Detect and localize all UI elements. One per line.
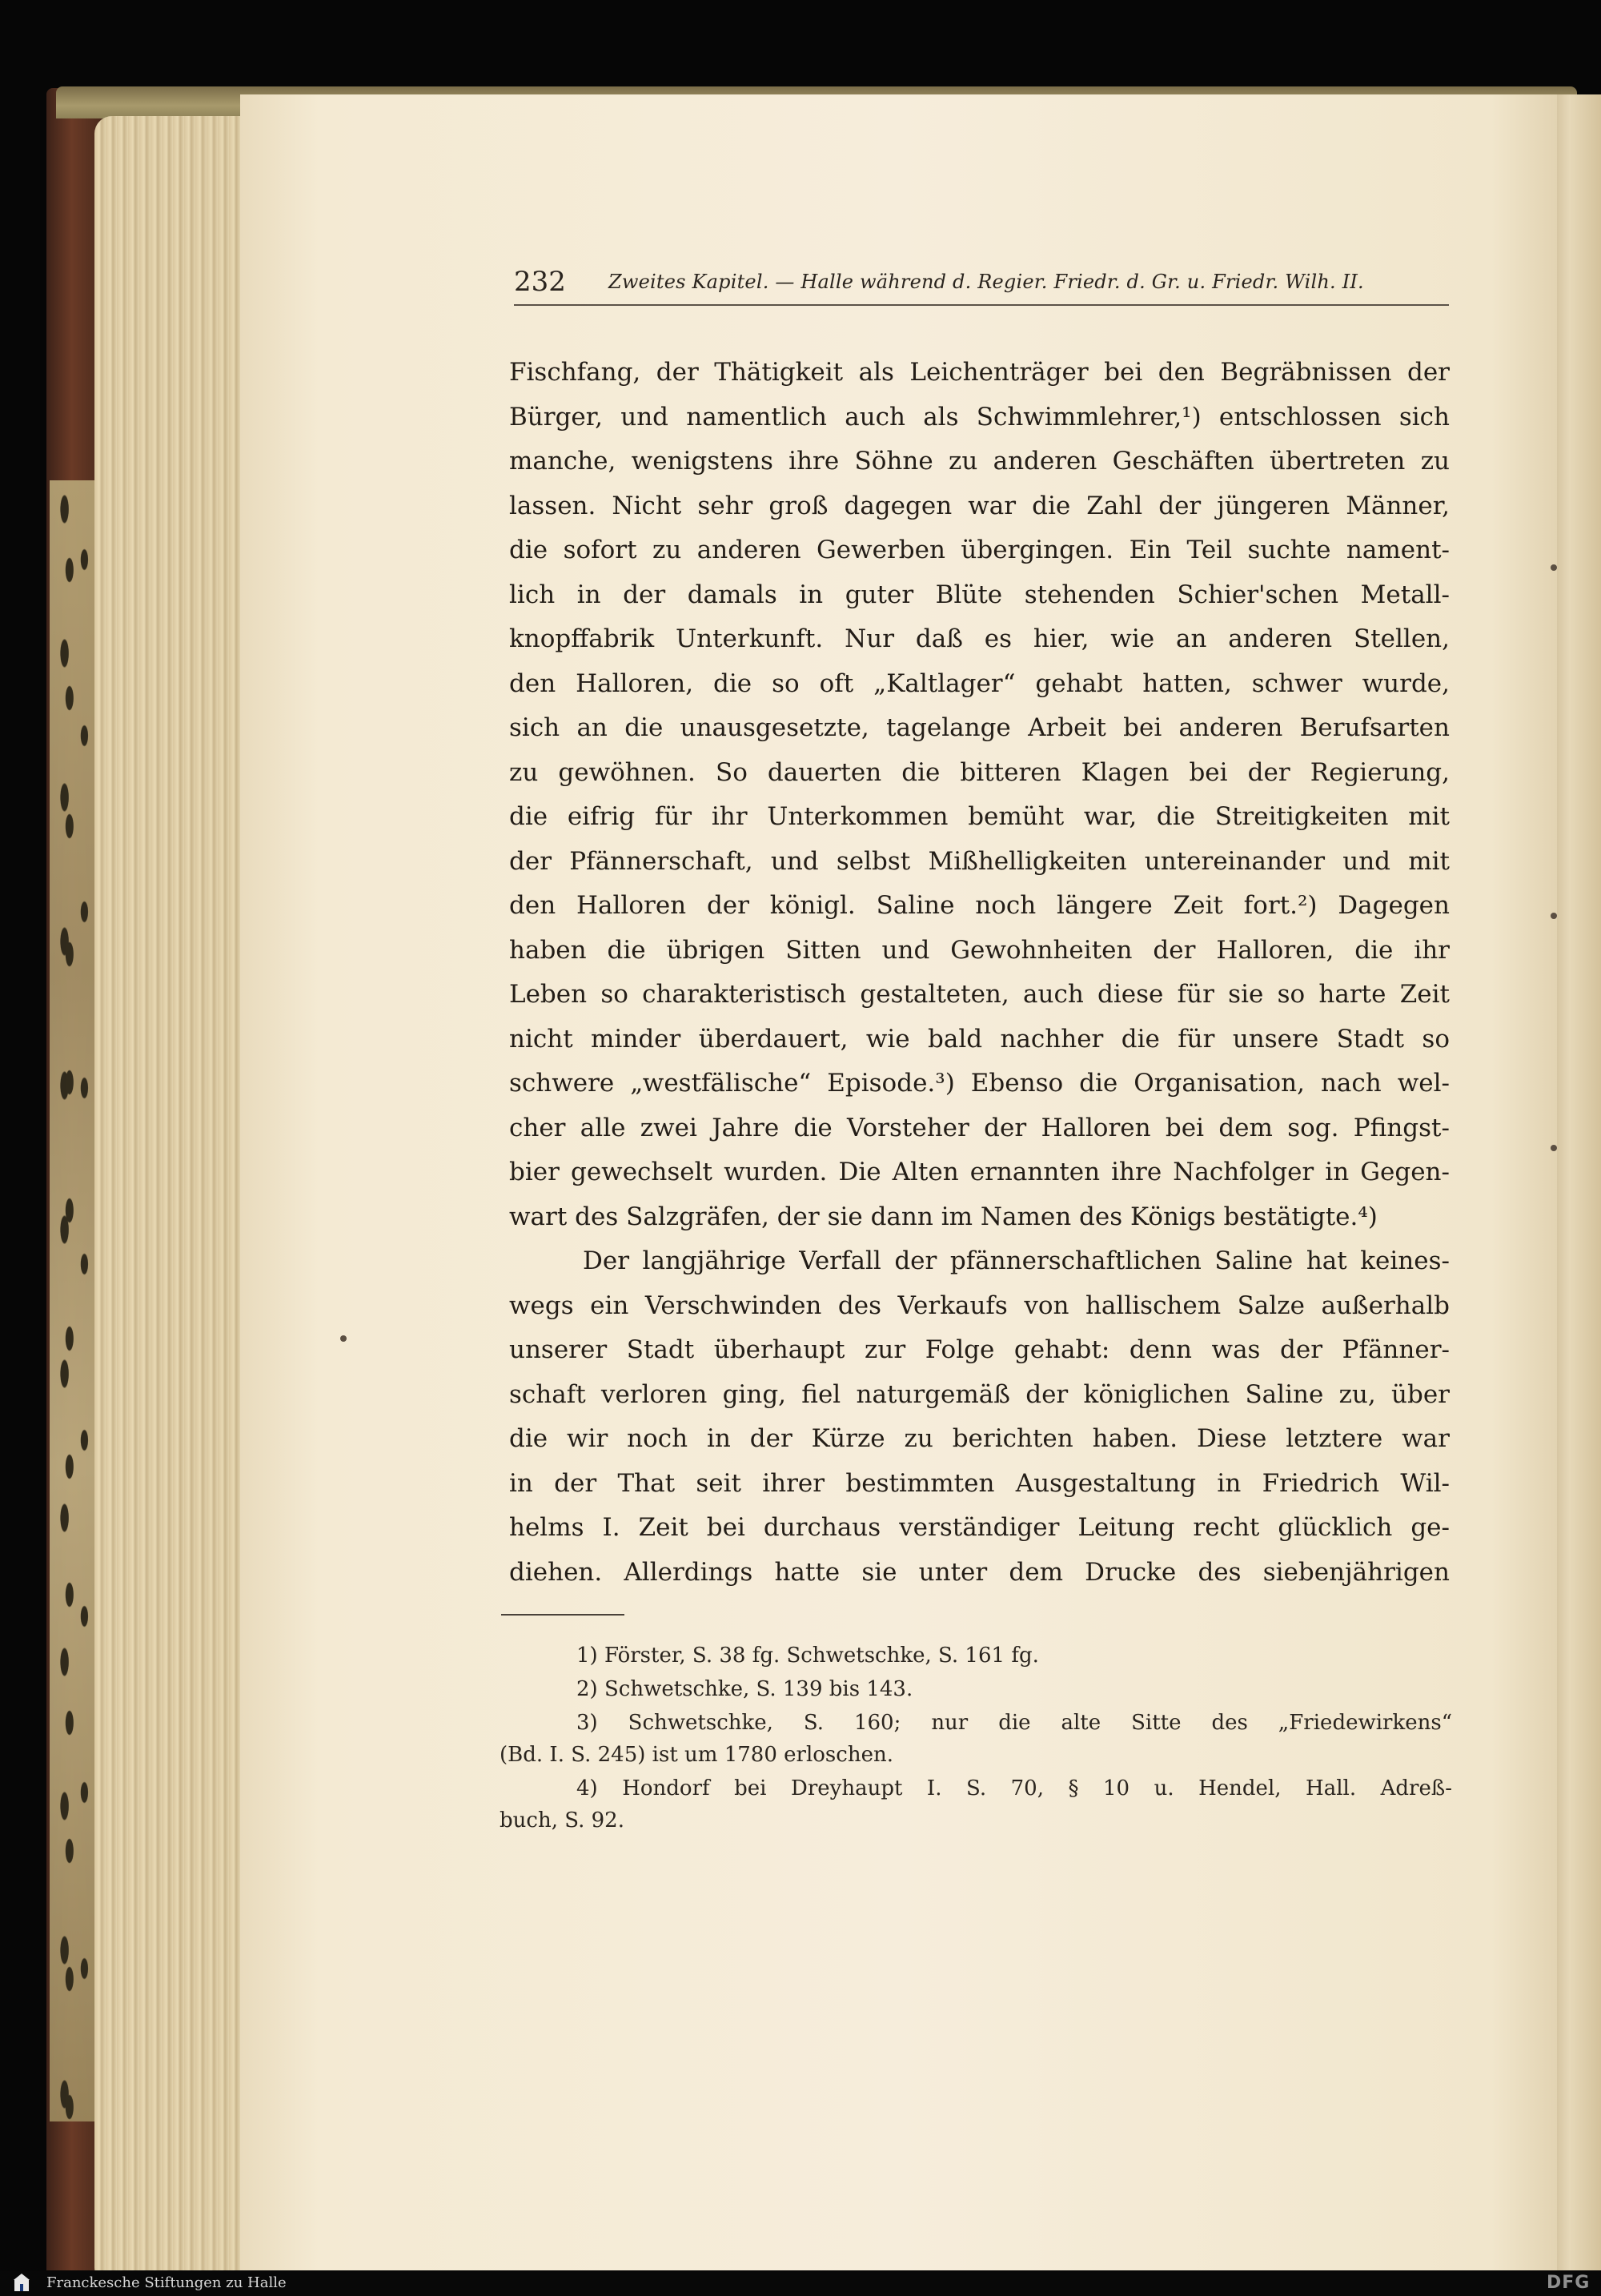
page-number: 232 — [514, 266, 566, 298]
footnote — [500, 1673, 1452, 1705]
body-line: wegs ein Verschwinden des Verkaufs von hallischem Salze außerhalb — [509, 1290, 1450, 1320]
library-name: Franckesche Stiftungen zu Halle — [46, 2274, 287, 2291]
footnote-line: buch, S. 92. — [500, 1808, 624, 1832]
body-line: Fischfang, der Thätigkeit als Leichenträger bei den Begräbnissen der — [509, 358, 1450, 387]
body-line: unserer Stadt überhaupt zur Folge gehabt: denn was der Pfänner- — [509, 1335, 1450, 1364]
page-mark — [1551, 564, 1557, 571]
body-line: wart des Salzgräfen, der sie dann im Namen des Königs bestätigte.⁴) — [509, 1202, 1378, 1231]
footnote — [500, 1640, 1452, 1672]
body-line: die eifrig für ihr Unterkommen bemüht war, die Streitigkeiten mit — [509, 802, 1450, 831]
body-text — [509, 351, 1450, 1595]
body-line: knopffabrik Unterkunft. Nur daß es hier, wie an anderen Stellen, — [509, 624, 1450, 653]
body-line: cher alle zwei Jahre die Vorsteher der Halloren bei dem sog. Pfingst- — [509, 1113, 1450, 1142]
footnote — [500, 1707, 1452, 1771]
page-mark — [1551, 913, 1557, 919]
footnote-line: 4) Hondorf bei Dreyhaupt I. S. 70, § 10 u. Hendel, Hall. Adreß- — [576, 1776, 1452, 1800]
running-title: Zweites Kapitel. — Halle während d. Regier. Friedr. d. Gr. u. Friedr. Wilh. II. — [608, 271, 1364, 293]
body-line: diehen. Allerdings hatte sie unter dem Drucke des siebenjährigen — [509, 1557, 1450, 1587]
library-logo-icon — [11, 2272, 32, 2293]
body-line: zu gewöhnen. So dauerten die bitteren Klagen bei der Regierung, — [509, 757, 1450, 787]
body-line: Leben so charakteristisch gestalteten, auch diese für sie so harte Zeit — [509, 980, 1450, 1009]
body-line: manche, wenigstens ihre Söhne zu anderen Geschäften übertreten zu — [509, 447, 1450, 476]
body-line: die sofort zu anderen Gewerben übergingen. Ein Teil suchte nament- — [509, 536, 1450, 564]
body-line: Der langjährige Verfall der pfännerschaftlichen Saline hat keines- — [583, 1246, 1450, 1275]
running-header — [514, 261, 1449, 306]
footnote-line: 2) Schwetschke, S. 139 bis 143. — [576, 1677, 913, 1701]
footnote — [500, 1772, 1452, 1836]
body-line: haben die übrigen Sitten und Gewohnheiten der Halloren, die ihr — [509, 935, 1450, 965]
marbled-endpaper — [50, 480, 99, 2121]
body-line: den Halloren der königl. Saline noch längere Zeit fort.²) Dagegen — [509, 891, 1450, 920]
footnote-line: 3) Schwetschke, S. 160; nur die alte Sitte des „Friedewirkens“ — [576, 1711, 1452, 1735]
body-line: schwere „westfälische“ Episode.³) Ebenso die Organisation, nach wel- — [509, 1069, 1450, 1098]
body-line: bier gewechselt wurden. Die Alten ernannten ihre Nachfolger in Gegen- — [509, 1158, 1450, 1186]
footnotes — [500, 1640, 1452, 1838]
footnote-line: (Bd. I. S. 245) ist um 1780 erloschen. — [500, 1743, 893, 1767]
footnote-line: 1) Förster, S. 38 fg. Schwetschke, S. 161 fg. — [576, 1644, 1039, 1668]
body-line: helms I. Zeit bei durchaus verständiger Leitung recht glücklich ge- — [509, 1513, 1450, 1542]
body-line: in der That seit ihrer bestimmten Ausgestaltung in Friedrich Wil- — [509, 1468, 1450, 1498]
footnote-rule — [501, 1614, 624, 1616]
body-line: Bürger, und namentlich auch als Schwimmlehrer,¹) entschlossen sich — [509, 402, 1450, 432]
body-line: die wir noch in der Kürze zu berichten haben. Diese letztere war — [509, 1424, 1450, 1453]
body-line: nicht minder überdauert, wie bald nachher die für unsere Stadt so — [509, 1024, 1450, 1054]
body-line: sich an die unausgesetzte, tagelange Arbeit bei anderen Berufsarten — [509, 713, 1450, 742]
body-line: lich in der damals in guter Blüte stehenden Schier'schen Metall- — [509, 580, 1450, 609]
body-line: lassen. Nicht sehr groß dagegen war die Zahl der jüngeren Männer, — [509, 491, 1450, 520]
dfg-logo: DFG — [1547, 2273, 1591, 2293]
body-line: schaft verloren ging, fiel naturgemäß der königlichen Saline zu, über — [509, 1379, 1450, 1409]
page-mark — [1551, 1145, 1557, 1151]
page-mark — [340, 1335, 347, 1342]
body-line: der Pfännerschaft, und selbst Mißhelligkeiten untereinander und mit — [509, 846, 1450, 876]
page-stack-edge — [94, 116, 247, 2286]
body-line: den Halloren, die so oft „Kaltlager“ gehabt hatten, schwer wurde, — [509, 668, 1450, 698]
